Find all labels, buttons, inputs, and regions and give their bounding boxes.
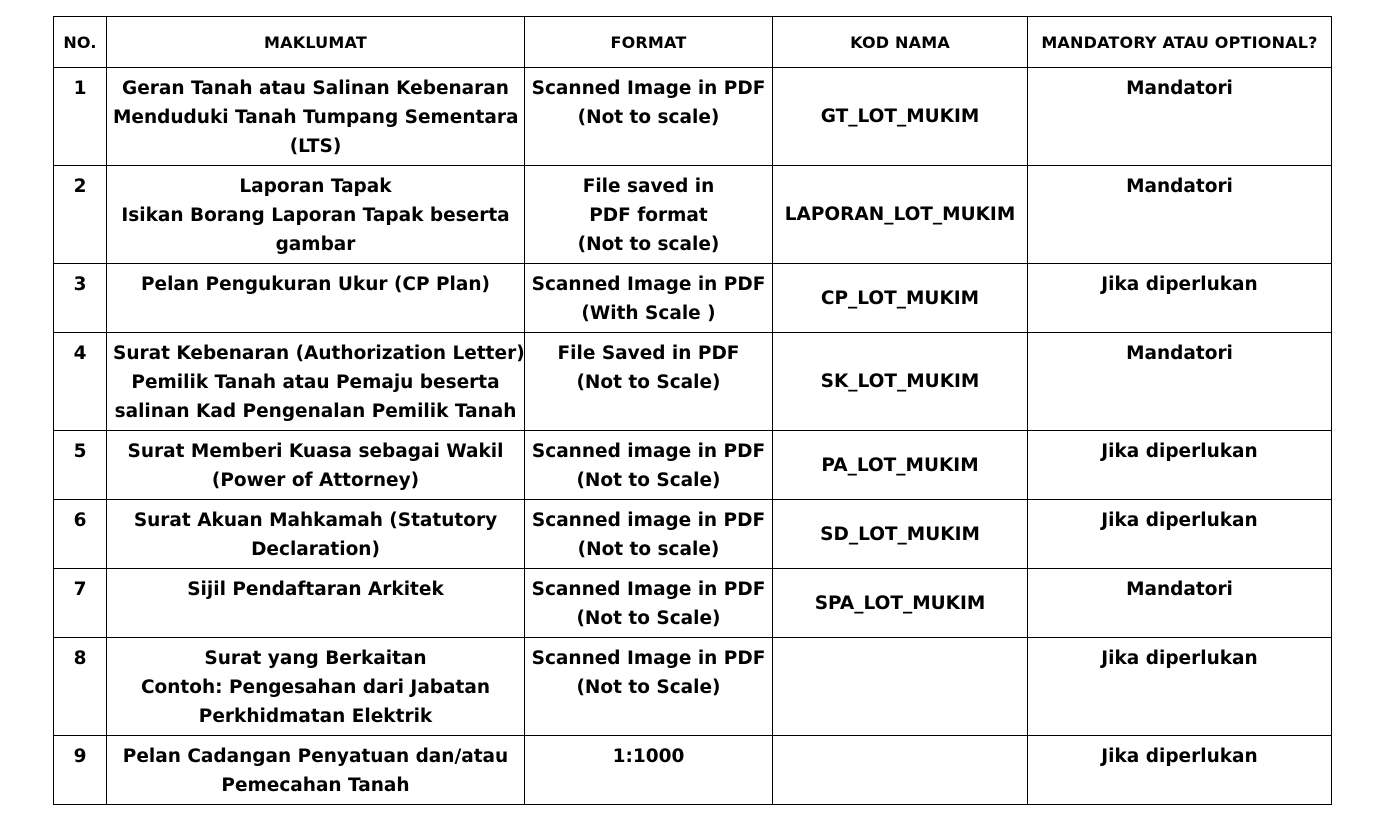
cell-line: (Not to scale): [577, 539, 720, 560]
table-row: [54, 68, 1332, 166]
table-row: [54, 166, 1332, 264]
table-body: [54, 68, 1332, 805]
table-row: [54, 736, 1332, 805]
cell-maklumat: [107, 638, 525, 736]
cell-line: Menduduki Tanah Tumpang Sementara: [113, 107, 519, 128]
table-row: [54, 500, 1332, 569]
cell-line: (Not to Scale): [576, 470, 721, 491]
cell-line: Pemilik Tanah atau Pemaju beserta: [131, 372, 500, 393]
cell-maklumat: [107, 68, 525, 166]
cell-line: Scanned Image in PDF: [531, 78, 766, 99]
cell-no: 9: [54, 736, 107, 805]
cell-format: [525, 264, 773, 333]
cell-no: 3: [54, 264, 107, 333]
header-maklumat: MAKLUMAT: [107, 17, 525, 68]
header-no: NO.: [54, 17, 107, 68]
cell-line: Perkhidmatan Elektrik: [198, 706, 433, 727]
table-row: [54, 569, 1332, 638]
table-header: [54, 17, 1332, 68]
cell-line: Surat Kebenaran (Authorization Letter): [113, 343, 525, 364]
cell-line: gambar: [275, 234, 356, 255]
table-row: [54, 333, 1332, 431]
cell-kod-nama: [773, 736, 1028, 805]
cell-line: (LTS): [289, 136, 342, 157]
document-requirements-table: [53, 16, 1332, 805]
cell-kod-nama: SK_LOT_MUKIM: [773, 333, 1028, 431]
cell-line: Isikan Borang Laporan Tapak beserta: [121, 205, 510, 226]
cell-line: (Power of Attorney): [211, 470, 420, 491]
cell-line: File Saved in PDF: [557, 343, 740, 364]
table-row: [54, 431, 1332, 500]
cell-format: [525, 638, 773, 736]
cell-line: Scanned Image in PDF: [531, 579, 766, 600]
cell-mandatory: Jika diperlukan: [1028, 500, 1332, 569]
cell-maklumat: [107, 736, 525, 805]
cell-format: [525, 500, 773, 569]
cell-maklumat: [107, 431, 525, 500]
cell-no: 4: [54, 333, 107, 431]
cell-line: Pemecahan Tanah: [221, 775, 410, 796]
cell-kod-nama: LAPORAN_LOT_MUKIM: [773, 166, 1028, 264]
cell-line: File saved in: [582, 176, 715, 197]
cell-line: Geran Tanah atau Salinan Kebenaran: [122, 78, 509, 99]
cell-kod-nama: PA_LOT_MUKIM: [773, 431, 1028, 500]
cell-mandatory: Jika diperlukan: [1028, 736, 1332, 805]
cell-no: 6: [54, 500, 107, 569]
cell-no: 8: [54, 638, 107, 736]
cell-no: 1: [54, 68, 107, 166]
cell-line: Surat Memberi Kuasa sebagai Wakil: [127, 441, 504, 462]
cell-line: PDF format: [589, 205, 708, 226]
cell-line: Scanned image in PDF: [531, 510, 766, 531]
cell-line: Contoh: Pengesahan dari Jabatan: [140, 677, 491, 698]
cell-line: 1:1000: [612, 746, 685, 767]
cell-line: (Not to scale): [577, 234, 720, 255]
header-format: FORMAT: [525, 17, 773, 68]
cell-no: 5: [54, 431, 107, 500]
cell-line: Pelan Pengukuran Ukur (CP Plan): [140, 274, 491, 295]
cell-line: Surat yang Berkaitan: [204, 648, 427, 669]
cell-format: [525, 569, 773, 638]
cell-format: [525, 333, 773, 431]
cell-mandatory: Mandatori: [1028, 166, 1332, 264]
cell-kod-nama: CP_LOT_MUKIM: [773, 264, 1028, 333]
cell-format: [525, 68, 773, 166]
header-kod-nama: KOD NAMA: [773, 17, 1028, 68]
cell-format: [525, 736, 773, 805]
cell-mandatory: Mandatori: [1028, 68, 1332, 166]
cell-kod-nama: [773, 638, 1028, 736]
header-mandatory: MANDATORY ATAU OPTIONAL?: [1028, 17, 1332, 68]
cell-line: (Not to Scale): [576, 608, 721, 629]
cell-line: Laporan Tapak: [239, 176, 392, 197]
cell-format: [525, 431, 773, 500]
cell-maklumat: [107, 333, 525, 431]
cell-maklumat: [107, 166, 525, 264]
cell-line: Scanned Image in PDF: [531, 648, 766, 669]
cell-line: salinan Kad Pengenalan Pemilik Tanah: [114, 401, 517, 422]
cell-no: 7: [54, 569, 107, 638]
cell-line: (With Scale ): [581, 303, 716, 324]
cell-line: (Not to scale): [577, 107, 720, 128]
table-row: [54, 638, 1332, 736]
cell-maklumat: [107, 500, 525, 569]
cell-maklumat: [107, 264, 525, 333]
cell-mandatory: Mandatori: [1028, 569, 1332, 638]
cell-line: Scanned Image in PDF: [531, 274, 766, 295]
cell-kod-nama: SPA_LOT_MUKIM: [773, 569, 1028, 638]
cell-line: Pelan Cadangan Penyatuan dan/atau: [122, 746, 509, 767]
table-row: [54, 264, 1332, 333]
cell-mandatory: Mandatori: [1028, 333, 1332, 431]
cell-line: Sijil Pendaftaran Arkitek: [187, 579, 444, 600]
cell-format: [525, 166, 773, 264]
cell-mandatory: Jika diperlukan: [1028, 431, 1332, 500]
cell-no: 2: [54, 166, 107, 264]
cell-line: (Not to Scale): [576, 677, 721, 698]
cell-mandatory: Jika diperlukan: [1028, 638, 1332, 736]
cell-mandatory: Jika diperlukan: [1028, 264, 1332, 333]
cell-line: (Not to Scale): [576, 372, 721, 393]
header-row: [54, 17, 1332, 68]
cell-kod-nama: SD_LOT_MUKIM: [773, 500, 1028, 569]
cell-kod-nama: GT_LOT_MUKIM: [773, 68, 1028, 166]
cell-maklumat: [107, 569, 525, 638]
cell-line: Scanned image in PDF: [531, 441, 766, 462]
cell-line: Declaration): [251, 539, 380, 560]
cell-line: Surat Akuan Mahkamah (Statutory: [133, 510, 498, 531]
